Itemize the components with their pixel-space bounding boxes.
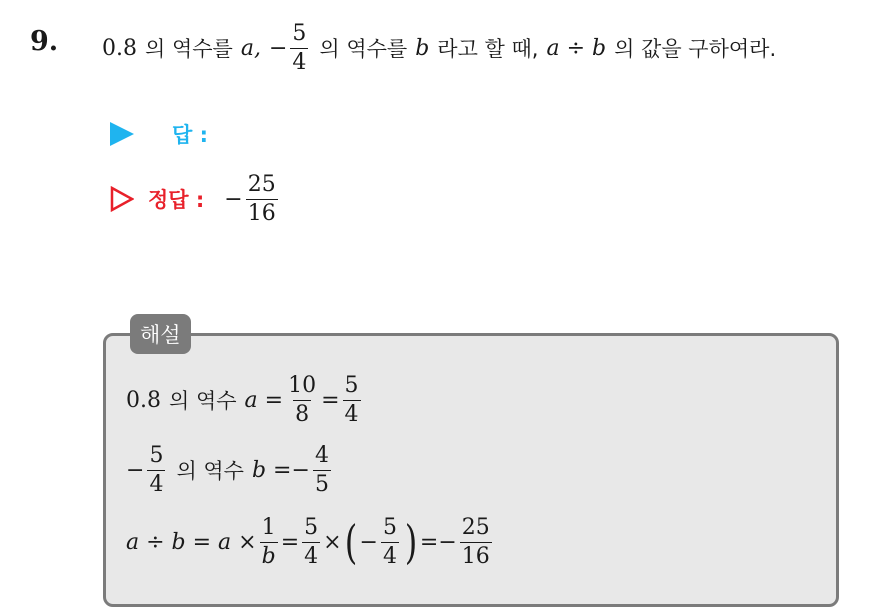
answer-denominator: 16: [247, 200, 276, 226]
question-text: [102, 18, 776, 78]
answer-fraction: [246, 171, 278, 226]
line3-left-paren: (: [344, 515, 357, 569]
expression-a-div-b: a ÷ b: [546, 35, 607, 61]
minus-sign: −: [268, 35, 288, 61]
line3-right-paren: ): [404, 515, 418, 569]
filled-triangle-icon: [110, 122, 134, 146]
fraction-5-4: [290, 20, 308, 75]
line2-f2-numerator: 4: [314, 442, 329, 468]
line2-text: 의 역수: [176, 459, 244, 483]
line2-sign-2: −: [291, 457, 310, 483]
line3-f4-numerator: 25: [461, 514, 490, 540]
line3-f2-numerator: 5: [304, 514, 319, 540]
line3-equals: =: [280, 529, 300, 555]
correct-answer-label: 정답 :: [148, 188, 205, 212]
explanation-line-3: [126, 512, 495, 572]
line3-f4-denominator: 16: [461, 543, 490, 569]
line3-fraction-1: [260, 514, 278, 569]
question-number: 9.: [30, 26, 59, 57]
line1-f2-denominator: 4: [344, 401, 359, 427]
line1-f1-denominator: 8: [295, 401, 310, 427]
line2-fraction-2: [313, 442, 331, 497]
line2-f1-numerator: 5: [149, 442, 164, 468]
line3-equals-2: =: [419, 529, 439, 555]
line3-f3-numerator: 5: [382, 514, 397, 540]
line3-fraction-3: [381, 514, 399, 569]
line2-f1-denominator: 4: [149, 471, 164, 497]
line1-decimal: 0.8: [126, 387, 161, 413]
explanation-tab: 해설: [130, 314, 191, 354]
line1-fraction-2: [343, 372, 361, 427]
line1-fraction-1: [286, 372, 318, 427]
answer-numerator: 25: [247, 171, 276, 197]
question-phrase-3: 라고 할 때,: [437, 37, 539, 61]
answer-row: [110, 118, 208, 150]
fraction-numerator: 5: [292, 20, 307, 46]
line3-fraction-4: [460, 514, 492, 569]
line1-equals: =: [321, 387, 340, 413]
line1-f1-numerator: 10: [288, 372, 317, 398]
line1-f2-numerator: 5: [344, 372, 359, 398]
line3-lhs: a ÷ b = a ×: [126, 529, 257, 555]
outline-triangle-icon: [110, 186, 134, 212]
variable-b: b: [415, 35, 430, 61]
line3-f2-denominator: 4: [304, 543, 319, 569]
question-phrase-4: 의 값을 구하여라.: [614, 37, 777, 61]
explanation-line-1: [126, 370, 364, 430]
answer-sign: −: [224, 186, 243, 212]
line3-f1-numerator: 1: [261, 514, 276, 540]
answer-label: 답 :: [172, 123, 208, 147]
line3-f1-denominator: b: [261, 543, 276, 569]
line3-times: ×: [323, 529, 342, 555]
line3-sign-2: −: [438, 529, 457, 555]
line1-text: 의 역수: [169, 389, 237, 413]
line2-sign: −: [126, 457, 145, 483]
line2-fraction-1: [147, 442, 165, 497]
explanation-line-2: [126, 440, 334, 500]
line1-lhs: a =: [244, 387, 284, 413]
question-phrase-1: 의 역수를: [145, 37, 233, 61]
line3-fraction-2: [302, 514, 320, 569]
line2-lhs: b =: [251, 457, 292, 483]
fraction-denominator: 4: [292, 49, 307, 75]
correct-answer-row: [110, 168, 281, 230]
line2-f2-denominator: 5: [314, 471, 329, 497]
correct-answer-value: [224, 171, 280, 226]
question-phrase-2: 의 역수를: [319, 37, 408, 61]
variable-a: a,: [240, 35, 261, 61]
decimal-value: 0.8: [102, 35, 137, 61]
line3-sign: −: [359, 529, 378, 555]
line3-f3-denominator: 4: [382, 543, 397, 569]
